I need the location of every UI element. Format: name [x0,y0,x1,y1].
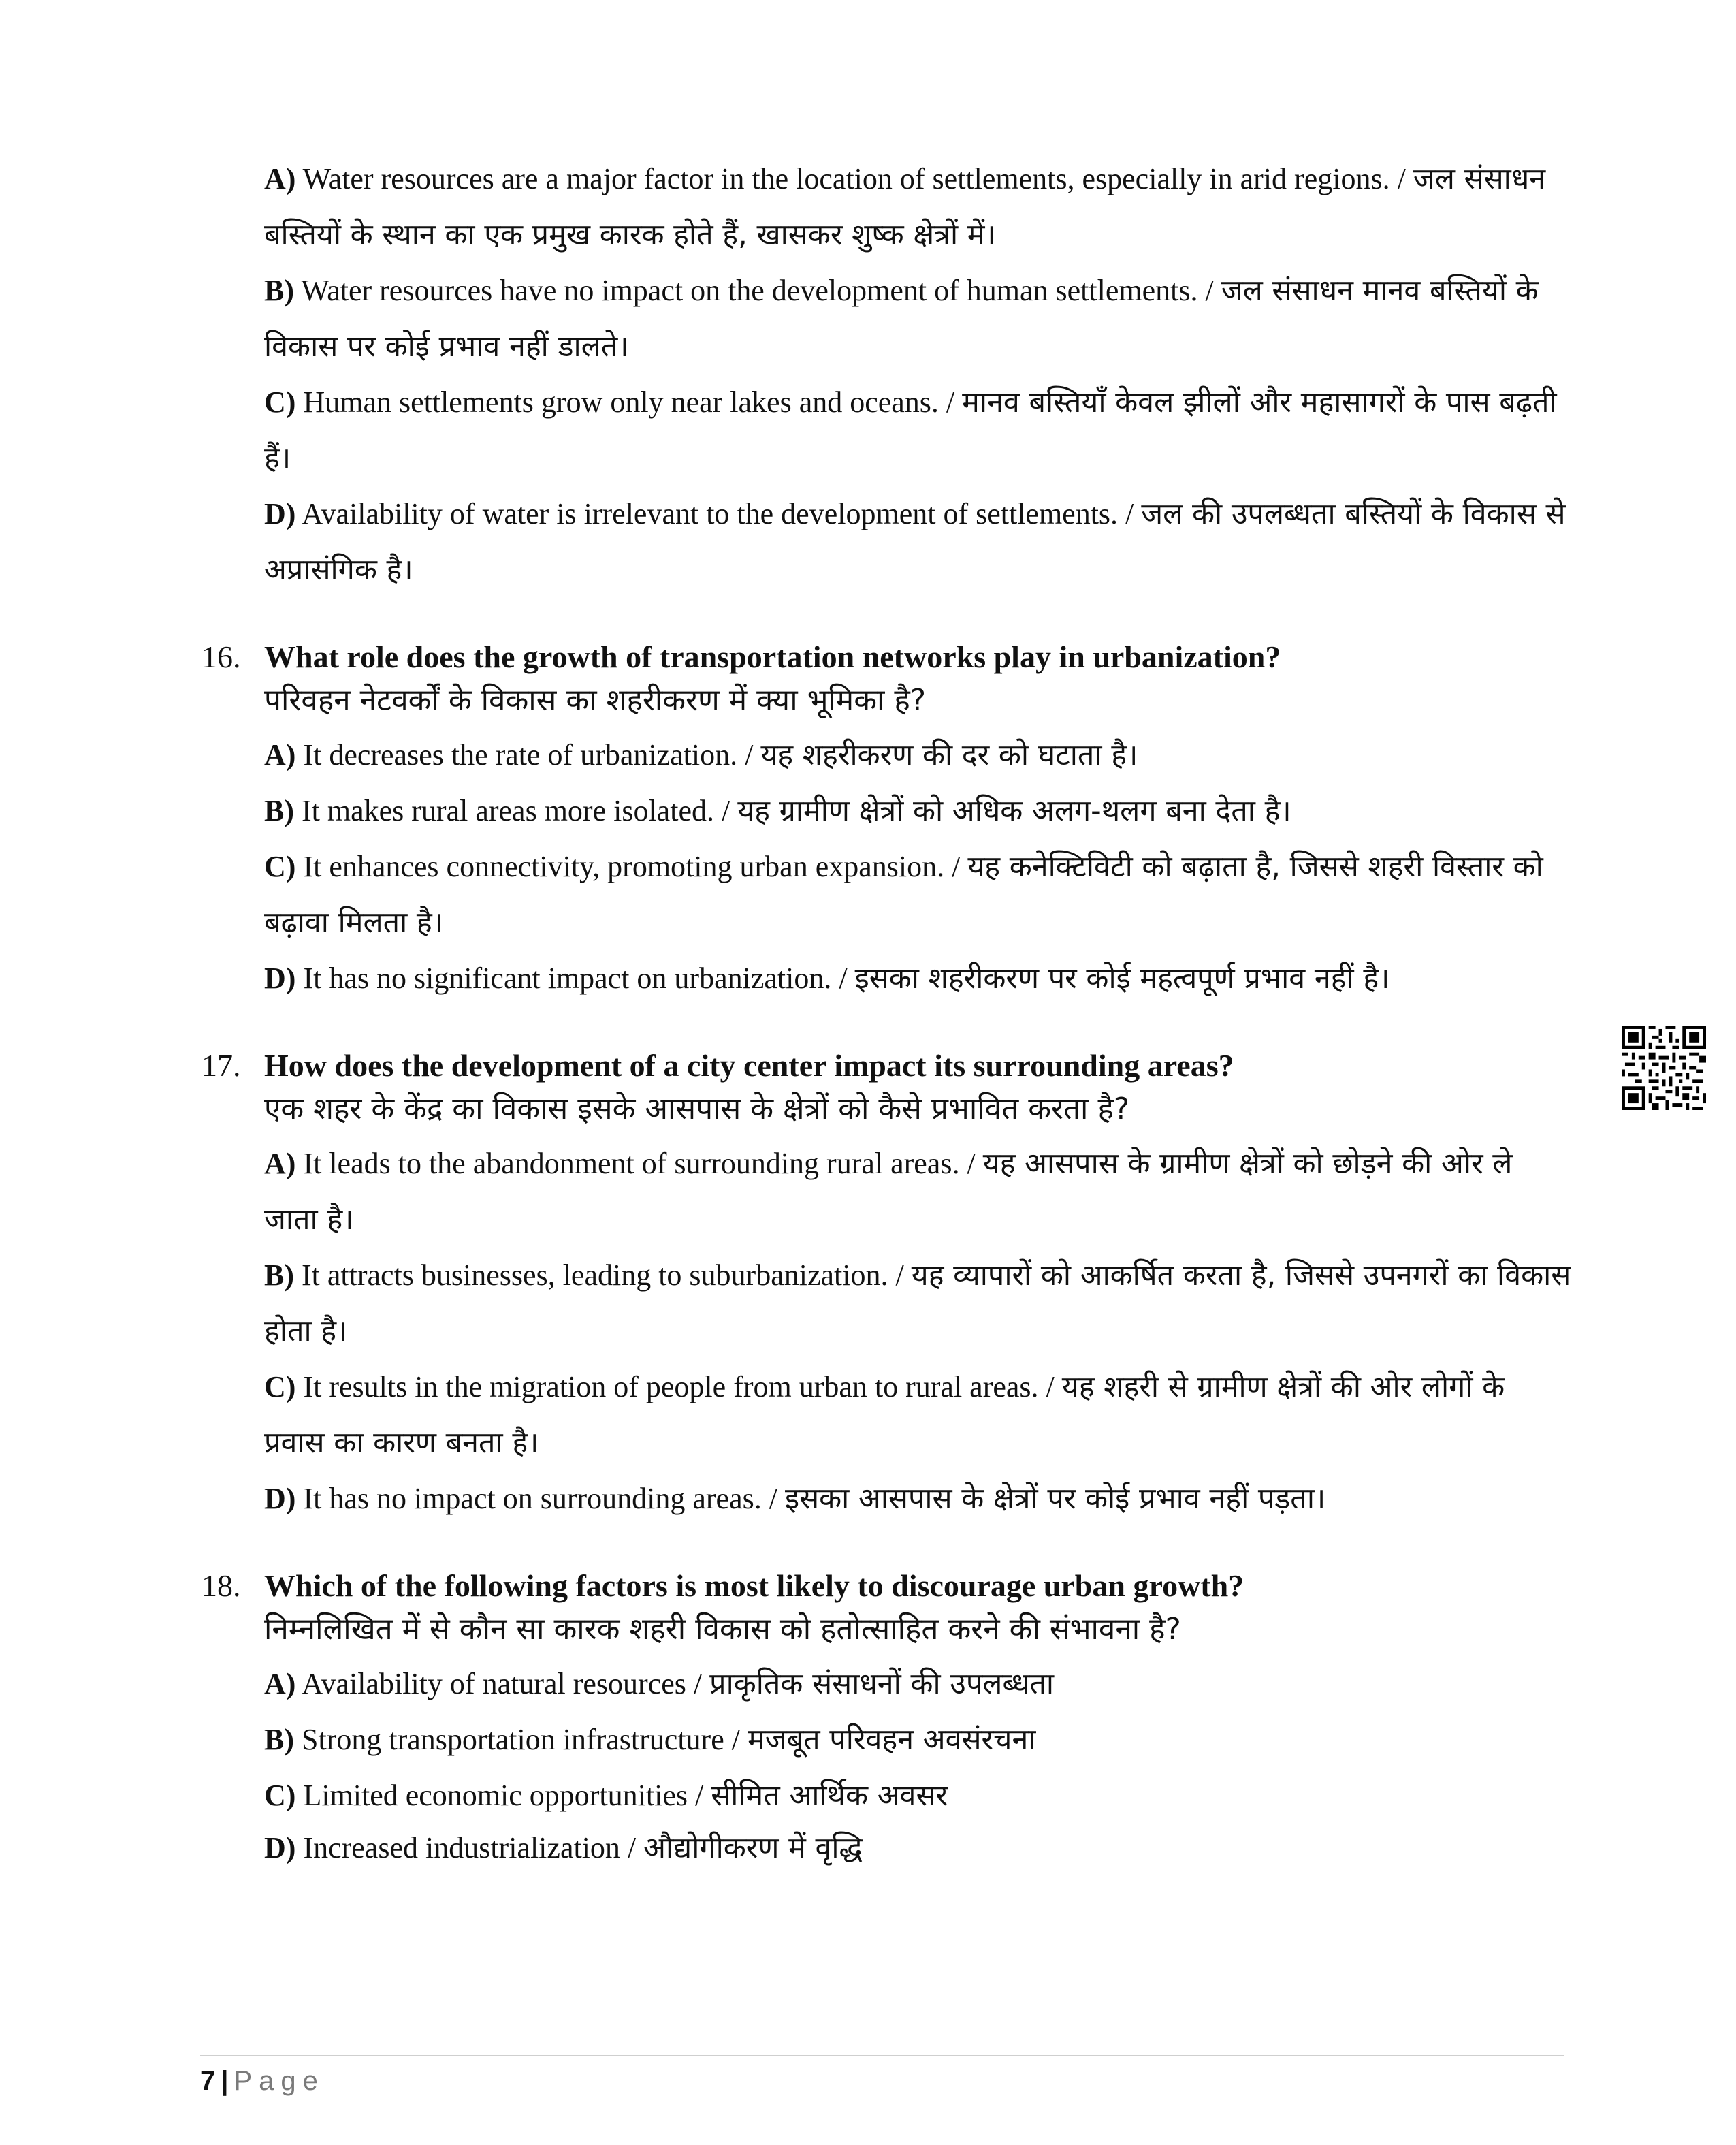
option-text-hi: इसका शहरीकरण पर कोई महत्वपूर्ण प्रभाव नहीं है। [854,962,1390,996]
option-text-en: Availability of natural resources / [295,1667,710,1700]
option-text-en: Availability of water is irrelevant to the development of settlements. / [295,497,1142,530]
option-text-hi: जल संसाधन मानव बस्तियों के विकास पर कोई प्रभाव नहीं डालते। [264,274,1539,364]
option-17-b[interactable] [264,1248,1571,1359]
question-text-en: What role does the growth of transportation networks play in urbanization? [264,639,1281,674]
option-text-hi: जल संसाधन बस्तियों के स्थान का एक प्रमुख कारक होते हैं, खासकर शुष्क क्षेत्रों में। [264,162,1546,252]
option-text-en: It has no significant impact on urbanization. / [295,962,855,995]
option-text-hi: सीमित आर्थिक अवसर [711,1779,948,1813]
option-letter: A) [264,162,296,195]
option-letter: A) [264,1667,296,1700]
option-text-hi: इसका आसपास के क्षेत्रों पर कोई प्रभाव नहीं पड़ता। [784,1482,1326,1516]
option-text-hi: औद्योगीकरण में वृद्धि [643,1831,863,1865]
option-text-hi: प्राकृतिक संसाधनों की उपलब्धता [709,1667,1055,1701]
option-18-b[interactable] [264,1712,1571,1768]
option-letter: A) [264,1147,296,1180]
question-text-hi: निम्नलिखित में से कौन सा कारक शहरी विकास को हतोत्साहित करने की संभावना है? [264,1612,1181,1647]
option-text-en: It has no impact on surrounding areas. / [295,1482,785,1515]
option-letter: B) [264,1723,294,1756]
option-text-en: Water resources are a major factor in the location of settlements, especially in arid regions. / [295,162,1413,195]
option-text-en: It decreases the rate of urbanization. / [295,738,761,772]
questions-content [202,151,1570,1873]
option-text-hi: मानव बस्तियाँ केवल झीलों और महासागरों के पास बढ़ती हैं। [264,385,1557,475]
option-letter: D) [264,962,296,995]
option-15-d[interactable] [264,486,1571,598]
option-text-en: It results in the migration of people from urban to rural areas. / [295,1370,1062,1403]
option-letter: C) [264,850,296,883]
option-letter: B) [264,794,294,827]
question-text-hi: एक शहर के केंद्र का विकास इसके आसपास के क्षेत्रों को कैसे प्रभावित करता है? [264,1092,1130,1126]
option-text-en: Increased industrialization / [295,1831,644,1864]
option-letter: C) [264,385,296,419]
option-16-a[interactable] [264,727,1571,783]
option-letter: A) [264,738,296,772]
question-text-en: Which of the following factors is most likely to discourage urban growth? [264,1568,1244,1603]
footer-divider [200,2055,1564,2056]
option-text-hi: यह ग्रामीण क्षेत्रों को अधिक अलग-थलग बना देता है। [737,794,1291,828]
option-text-hi: मजबूत परिवहन अवसंरचना [747,1723,1036,1757]
question-15-options [202,151,1570,598]
option-18-d[interactable] [264,1824,1571,1873]
option-text-hi: यह व्यापारों को आकर्षित करता है, जिससे उपनगरों का विकास होता है। [264,1258,1571,1348]
option-text-en: Water resources have no impact on the development of human settlements. / [294,274,1221,307]
option-text-en: Human settlements grow only near lakes and oceans. / [295,385,963,419]
option-letter: B) [264,274,294,307]
page-number: 7 [200,2066,216,2096]
question-number: 18. [202,1568,241,1603]
option-text-en: Limited economic opportunities / [295,1779,711,1812]
page-label: Page [234,2066,325,2096]
option-letter: C) [264,1370,296,1403]
option-text-hi: यह शहरीकरण की दर को घटाता है। [760,738,1138,772]
option-letter: C) [264,1779,296,1812]
question-number: 17. [202,1048,241,1083]
option-17-a[interactable] [264,1136,1571,1248]
option-text-en: It attracts businesses, leading to suburbanization. / [294,1258,912,1292]
option-16-d[interactable] [264,951,1571,1006]
question-heading [202,1045,1570,1087]
option-18-a[interactable] [264,1656,1571,1712]
option-15-c[interactable] [264,375,1571,486]
option-letter: D) [264,497,296,530]
option-text-hi: जल की उपलब्धता बस्तियों के विकास से अप्रासंगिक है। [264,497,1566,587]
option-letter: B) [264,1258,294,1292]
option-text-en: It enhances connectivity, promoting urban expansion. / [295,850,968,883]
question-heading [202,636,1570,678]
option-text-en: It leads to the abandonment of surrounding rural areas. / [295,1147,983,1180]
question-16 [202,636,1570,1006]
question-heading [202,1565,1570,1607]
option-18-c[interactable] [264,1768,1571,1824]
option-15-a[interactable] [264,151,1571,263]
option-text-hi: यह शहरी से ग्रामीण क्षेत्रों की ओर लोगों के प्रवास का कारण बनता है। [264,1370,1505,1460]
question-text-en: How does the development of a city center impact its surrounding areas? [264,1048,1234,1083]
option-letter: D) [264,1831,296,1864]
qr-code-icon [1622,1026,1706,1110]
option-text-hi: यह कनेक्टिविटी को बढ़ाता है, जिससे शहरी विस्तार को बढ़ावा मिलता है। [264,850,1543,940]
footer-separator: | [221,2066,229,2096]
option-16-b[interactable] [264,783,1571,839]
option-text-en: It makes rural areas more isolated. / [294,794,738,827]
question-number: 16. [202,639,241,674]
page-footer [200,2062,325,2100]
question-18 [202,1565,1570,1873]
option-17-c[interactable] [264,1359,1571,1471]
option-letter: D) [264,1482,296,1515]
option-text-hi: यह आसपास के ग्रामीण क्षेत्रों को छोड़ने की ओर ले जाता है। [264,1147,1513,1237]
option-text-en: Strong transportation infrastructure / [294,1723,748,1756]
option-15-b[interactable] [264,263,1571,375]
option-17-d[interactable] [264,1471,1571,1527]
question-text-hi: परिवहन नेटवर्कों के विकास का शहरीकरण में क्या भूमिका है? [264,683,927,718]
option-16-c[interactable] [264,839,1571,951]
question-17 [202,1045,1570,1527]
